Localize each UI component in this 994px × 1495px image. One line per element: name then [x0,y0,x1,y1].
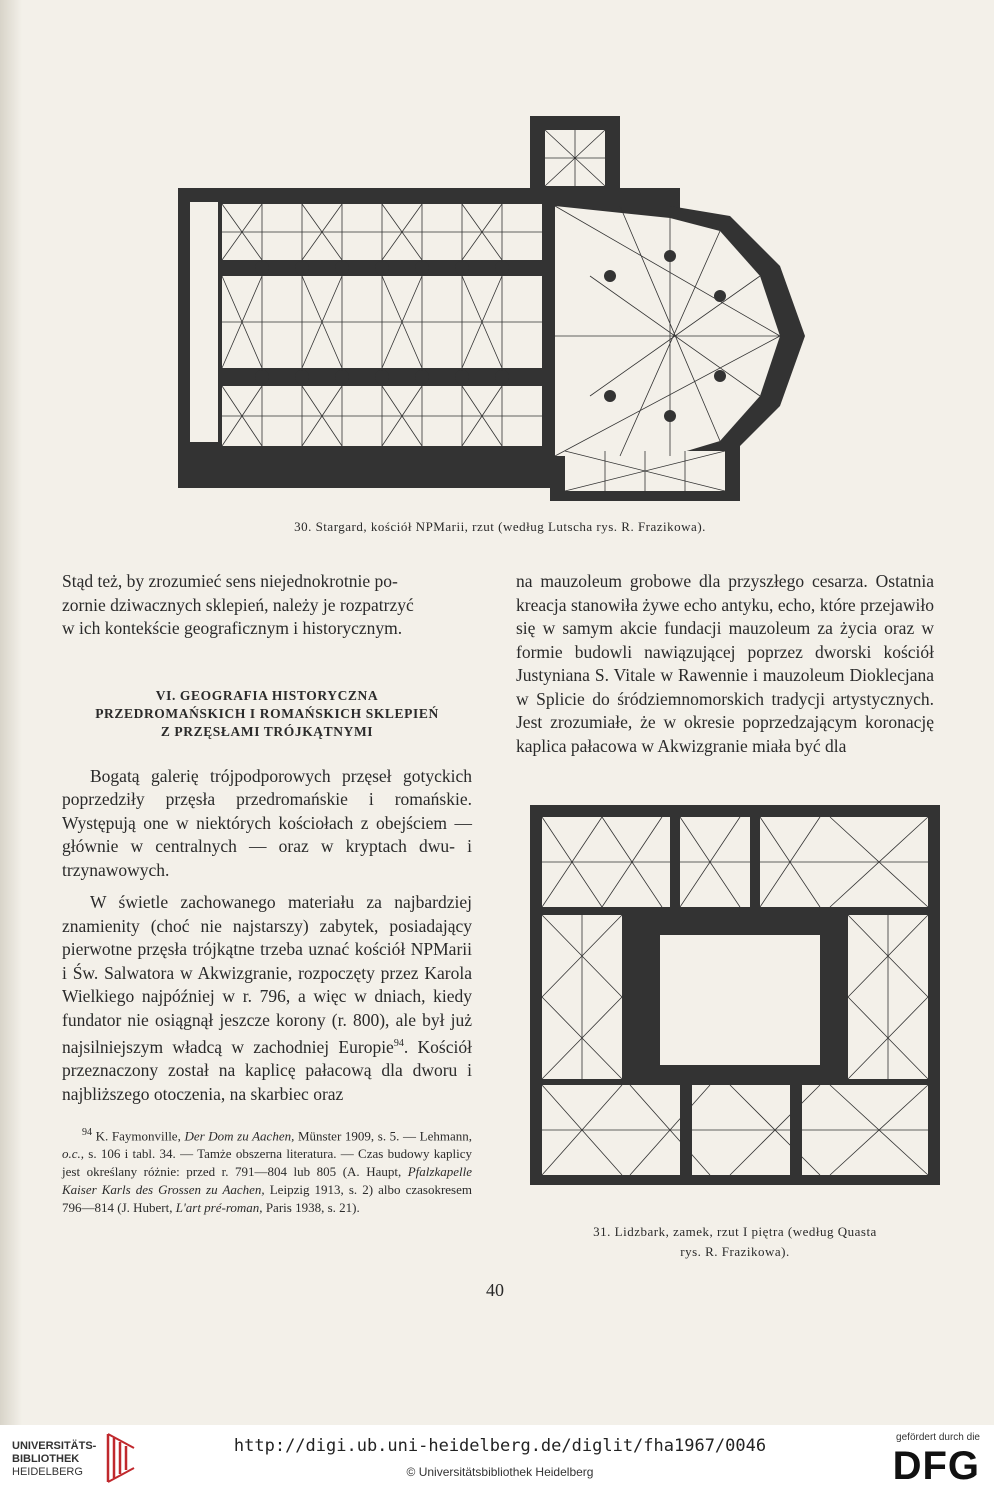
footnote-text: Paris 1938, s. 21). [262,1200,360,1216]
section-heading-line3: Z PRZĘSŁAMI TRÓJKĄTNYMI [160,723,374,739]
footnote-text: K. Faymonville, [92,1128,185,1144]
figure-31-caption [525,1222,945,1262]
library-name-line3: HEIDELBERG [12,1466,83,1478]
footnote-94 [62,1124,472,1217]
page-number: 40 [486,1280,504,1300]
footnote-text: Leipzig 1913, s. 2) albo czasokresem 796—814 (J. Hubert, [62,1182,472,1216]
paragraph-2-tail: . Kościół przeznaczony został na kaplicę pałacową dla dworu i najbliższego otoczenia, na skarbiec oraz [62,1036,472,1104]
paragraph-1: Bogatą galerię trójpodporowych przęseł gotyckich poprzedziły przęsła przedromańskie i romańskie. Występują one w niektórych kościołach z obejściem — głównie w centralnych — oraz w kryptach dwu- i trzynawowych. [62,765,472,880]
lidzbark-castle-plan [530,805,940,1205]
funding-note: gefördert durch die [896,1432,980,1443]
right-paragraph: na mauzoleum grobowe dla przyszłego cesarza. Ostatnia kreacja stanowiła żywe echo antyku, echo, które przejawiło się w samym akcie fundacji mauzoleum za życia oraz w formie budowli nawiązującej poprzez dworski kościół Justyniana S. Vitale w Rawennie i mauzoleum Dioklecjana w Splicie do śródziemnomorskich tradycji artystycznych. Jest zrozumiałe, że w okresie poprzedzającym koronację kaplica pałacowa w Akwizgranie miała być dla [516,571,934,756]
footnote-text: Münster 1909, s. 5. — Lehmann, [294,1128,472,1144]
library-name-line1: UNIVERSITÄTS- [12,1440,97,1452]
footnote-title: L'art pré-roman, [175,1200,263,1216]
figure-31-caption-line1: 31. Lidzbark, zamek, rzut I piętra (według Quasta [593,1224,877,1239]
copyright-notice: © Universitätsbibliothek Heidelberg [406,1465,594,1479]
document-url-link[interactable]: http://digi.ub.uni-heidelberg.de/diglit/fha1967/0046 [233,1436,767,1456]
footnote-title: o.c., [62,1146,85,1162]
footnote-ref: 94 [393,1038,404,1049]
footnote-text: s. 106 i tabl. 34. — Tamże obszerna literatura. — Czas budowy kaplicy jest określany różnie: przed r. 791—804 lub 805 (A. Haupt, [62,1146,472,1180]
paragraph-2 [62,891,472,1106]
paragraph-2-text: W świetle zachowanego materiału za najbardziej znamienity (choć nie najstarszy) zabytek, posiadający pierwotne przęsła trójkątne trzeba uznać kościół NPMarii i Św. Salwatora w Akwizgranie, rozpoczęty przez Karola Wielkiego najpóźniej w r. 796, a więc w dniach, kiedy fundator nie osiągnął jeszcze korony (r. 800), ale był już najsilniejszym władcą w zachodniej Europie [62,892,472,1057]
figure-31-caption-line2: rys. R. Frazikowa). [680,1244,790,1259]
figure-30-caption: 30. Stargard, kościół NPMarii, rzut (według Lutscha rys. R. Frazikowa). [294,519,706,534]
intro-line-2: zornie dziwacznych sklepień, należy je rozpatrzyć [62,594,414,615]
stargard-church-plan [170,96,830,512]
section-heading-line1: VI. GEOGRAFIA HISTORYCZNA [155,687,379,703]
right-column [516,570,934,758]
dfg-logo[interactable]: DFG [892,1444,980,1488]
section-heading [62,687,472,741]
intro-line-3: w ich kontekście geograficznym i historycznym. [62,618,403,638]
intro-line-1: Stąd też, by zrozumieć sens niejednokrotnie po- [62,571,398,591]
library-logo[interactable] [12,1440,96,1479]
footnotes [62,1124,472,1217]
library-mark-icon [100,1432,140,1484]
footnote-number: 94 [82,1127,92,1138]
library-name-line2: BIBLIOTHEK [12,1453,80,1465]
footnote-title: Der Dom zu Aachen, [184,1128,295,1144]
footnote-title: Pfalzkapelle Kaiser Karls des Grossen zu Aachen, [62,1164,472,1198]
left-column [62,570,472,1106]
section-heading-line2: PRZEDROMAŃSKICH I ROMAŃSKICH SKLEPIEŃ [95,705,439,721]
